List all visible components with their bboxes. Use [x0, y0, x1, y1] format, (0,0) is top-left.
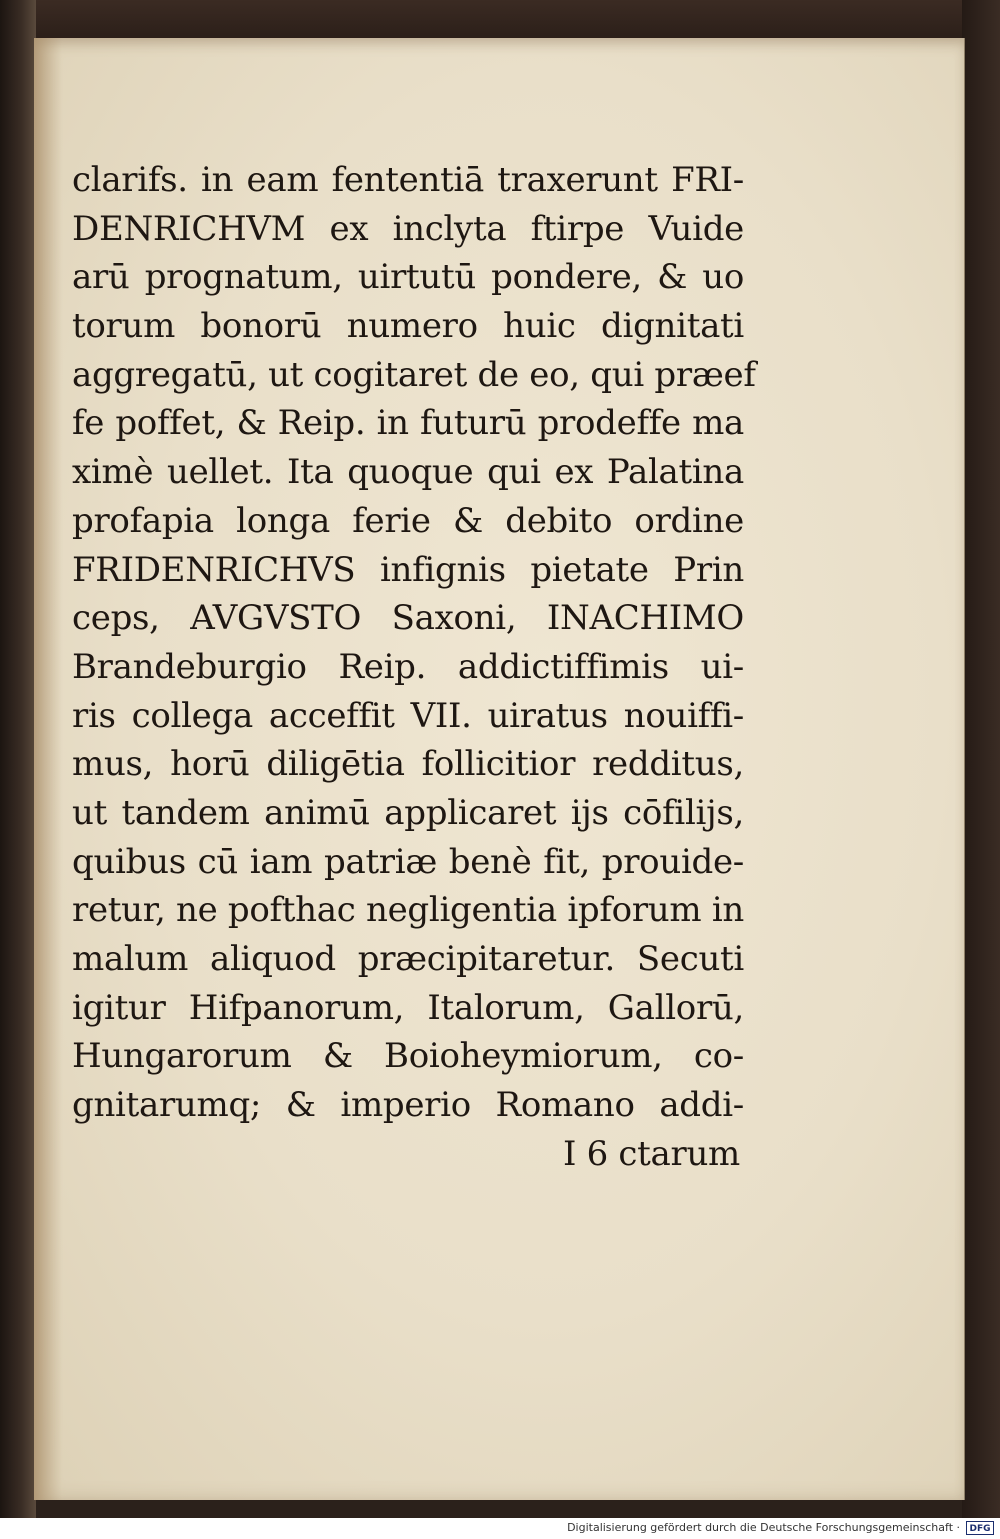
text-line: Hungarorum & Boioheymiorum, co- — [72, 1036, 744, 1077]
text-line: ximè uellet. Ita quoque qui ex Palatina — [72, 452, 744, 493]
book-page — [34, 38, 965, 1500]
dfg-logo: DFG — [966, 1521, 994, 1535]
text-line: clarifs. in eam fententiā traxerunt FRI- — [72, 160, 744, 200]
text-line: ceps, AVGVSTO Saxoni, INACHIMO — [72, 598, 744, 639]
text-line: FRIDENRICHVS infignis pietate Prin — [72, 549, 744, 590]
text-line: profapia longa ferie & debito ordine — [72, 500, 744, 541]
text-line: mus, horū diligētia follicitior redditus, — [72, 744, 744, 785]
funding-credit: Digitalisierung gefördert durch die Deutsche Forschungsgemeinschaft · — [567, 1521, 960, 1534]
text-line: arū prognatum, uirtutū pondere, & uo — [72, 257, 744, 298]
footer-bar — [0, 1518, 1000, 1539]
binding-left-edge — [0, 0, 36, 1518]
text-line: gnitarumq; & imperio Romano addi- — [72, 1085, 744, 1126]
text-line: torum bonorū numero huic dignitati — [72, 306, 744, 347]
text-line: fe poffet, & Reip. in futurū prodeffe ma — [72, 403, 744, 444]
text-line: quibus cū iam patriæ benè fit, prouide- — [72, 841, 744, 882]
page-gutter-shadow — [34, 38, 62, 1500]
text-line: Brandeburgio Reip. addictiffimis ui- — [72, 646, 744, 687]
catchline-signature: I 6 ctarum — [562, 1133, 740, 1174]
text-line: retur, ne pofthac negligentia ipforum in — [72, 890, 744, 931]
text-line: malum aliquod præcipitaretur. Secuti — [72, 939, 744, 979]
binding-right-edge — [962, 0, 1000, 1518]
page-text-block — [72, 156, 756, 1178]
binding-top-edge — [0, 0, 1000, 42]
text-line: ut tandem animū applicaret ijs cōfilijs, — [72, 792, 744, 833]
text-line: ris collega acceffit VII. uiratus nouiffi- — [72, 695, 744, 736]
text-line: igitur Hifpanorum, Italorum, Gallorū, — [72, 987, 744, 1028]
text-line: DENRICHVM ex inclyta ftirpe Vuide — [72, 208, 744, 249]
text-line: aggregatū, ut cogitaret de eo, qui præef — [72, 354, 756, 395]
